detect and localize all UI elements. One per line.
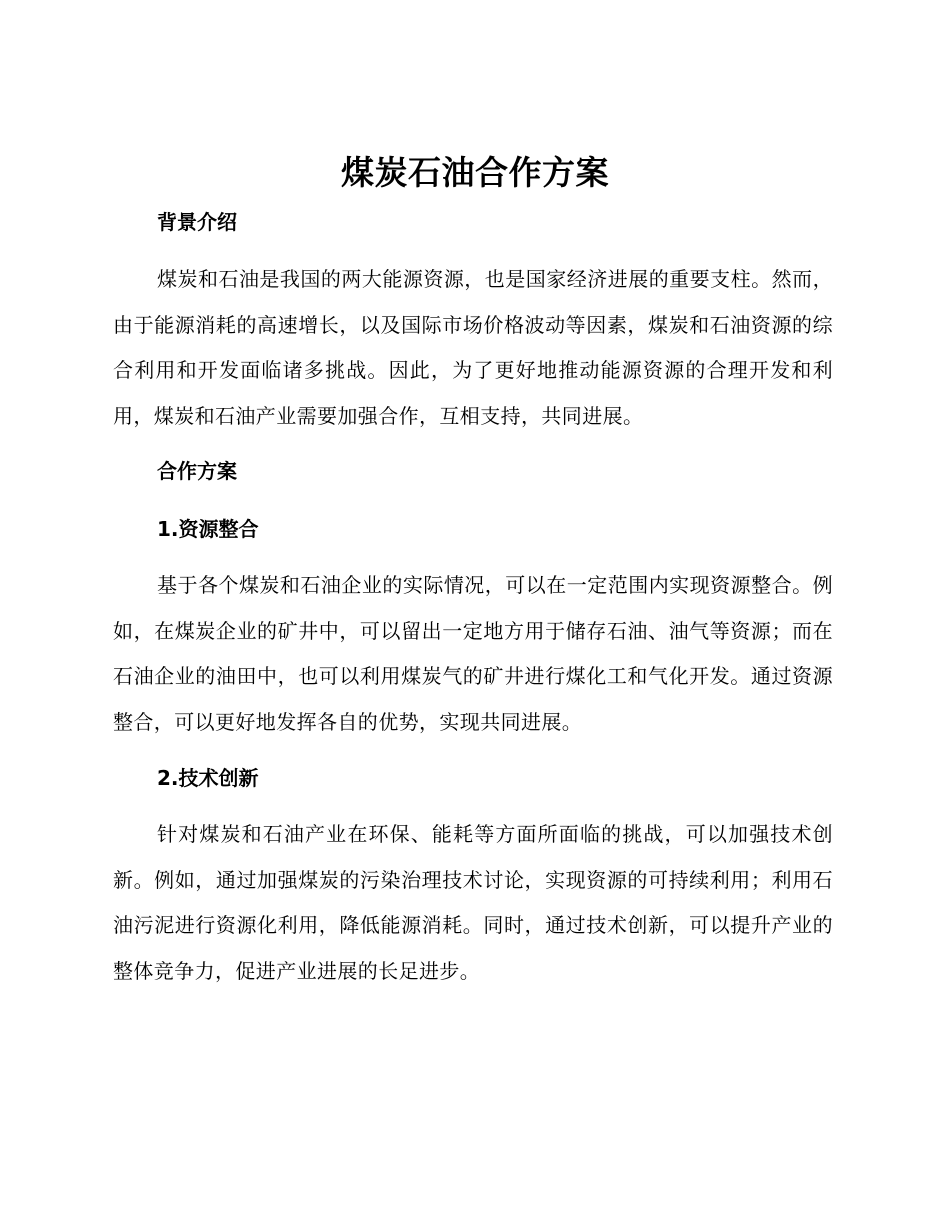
section-heading-cooperation-plan: 合作方案 — [157, 459, 237, 483]
section-heading-resource-integration: 1.资源整合 — [157, 517, 259, 541]
paragraph-background: 煤炭和石油是我国的两大能源资源，也是国家经济进展的重要支柱。然而，由于能源消耗的高速增长，以及国际市场价格波动等因素，煤炭和石油资源的综合利用和开发面临诸多挑战。因此，为了更好地推动能源资源的合理开发和利用，煤炭和石油产业需要加强合作，互相支持，共同进展。 — [113, 267, 833, 428]
section-heading-technology-innovation: 2.技术创新 — [157, 766, 259, 790]
document-title: 煤炭石油合作方案 — [341, 153, 609, 192]
section-heading-background: 背景介绍 — [157, 210, 237, 234]
paragraph-technology-innovation: 针对煤炭和石油产业在环保、能耗等方面所面临的挑战，可以加强技术创新。例如，通过加强煤炭的污染治理技术讨论，实现资源的可持续利用；利用石油污泥进行资源化利用，降低能源消耗。同时，通过技术创新，可以提升产业的整体竞争力，促进产业进展的长足进步。 — [113, 822, 833, 983]
paragraph-resource-integration: 基于各个煤炭和石油企业的实际情况，可以在一定范围内实现资源整合。例如，在煤炭企业的矿井中，可以留出一定地方用于储存石油、油气等资源；而在石油企业的油田中，也可以利用煤炭气的矿井进行煤化工和气化开发。通过资源整合，可以更好地发挥各自的优势，实现共同进展。 — [113, 573, 833, 734]
